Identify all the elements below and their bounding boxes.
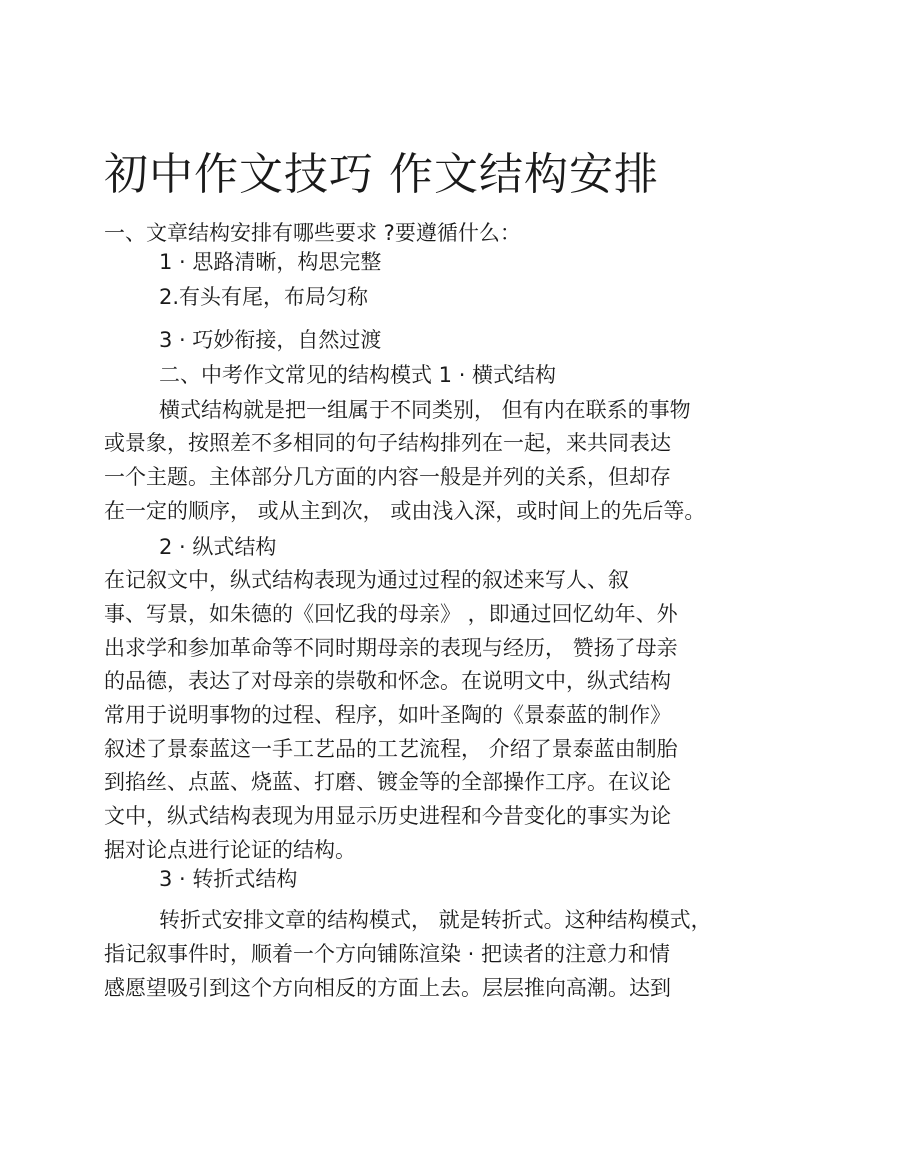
list-item-3: 3 · 巧妙衔接，自然过渡 [159, 328, 382, 352]
paragraph-line: 文中，纵式结构表现为用显示历史进程和今昔变化的事实为论 [104, 804, 671, 828]
list-item-1: 1 · 思路清晰，构思完整 [159, 250, 382, 274]
paragraph-line: 叙述了景泰蓝这一手工艺品的工艺流程， 介绍了景泰蓝由制胎 [104, 737, 678, 761]
paragraph-line: 在一定的顺序， 或从主到次， 或由浅入深，或时间上的先后等。 [104, 499, 706, 523]
document-title: 初中作文技巧 作文结构安排 [104, 149, 659, 201]
paragraph-line: 到掐丝、点蓝、烧蓝、打磨、镀金等的全部操作工序。在议论 [104, 770, 671, 794]
paragraph-line: 出求学和参加革命等不同时期母亲的表现与经历， 赞扬了母亲 [104, 636, 678, 660]
paragraph-line: 常用于说明事物的过程、程序，如叶圣陶的《景泰蓝的制作》 [104, 703, 671, 727]
heading-common-structures: 二、中考作文常见的结构模式 1 · 横式结构 [159, 363, 557, 387]
paragraph-line: 感愿望吸引到这个方向相反的方面上去。层层推向高潮。达到 [104, 976, 671, 1000]
subheading-vertical-structure: 2 · 纵式结构 [159, 535, 277, 559]
paragraph-line: 事、写景，如朱德的《回忆我的母亲》 ，即通过回忆幼年、外 [104, 602, 678, 626]
paragraph-line: 在记叙文中，纵式结构表现为通过过程的叙述来写人、叙 [104, 568, 629, 592]
paragraph-line: 指记叙事件时，顺着一个方向铺陈渲染 · 把读者的注意力和情 [104, 942, 671, 966]
subheading-turning-structure: 3 · 转折式结构 [159, 867, 298, 891]
list-item-2: 2.有头有尾，布局匀称 [159, 285, 369, 309]
heading-requirements: 一、文章结构安排有哪些要求 ?要遵循什么： [104, 221, 521, 245]
paragraph-line: 据对论点进行论证的结构。 [104, 838, 356, 862]
paragraph-line: 转折式安排文章的结构模式， 就是转折式。这种结构模式， [159, 908, 712, 932]
paragraph-line: 或景象，按照差不多相同的句子结构排列在一起，来共同表达 [104, 431, 671, 455]
paragraph-line: 一个主题。主体部分几方面的内容一般是并列的关系，但却存 [104, 465, 671, 489]
paragraph-line: 的品德，表达了对母亲的崇敬和怀念。在说明文中，纵式结构 [104, 669, 671, 693]
paragraph-line: 横式结构就是把一组属于不同类别， 但有内在联系的事物 [159, 398, 691, 422]
